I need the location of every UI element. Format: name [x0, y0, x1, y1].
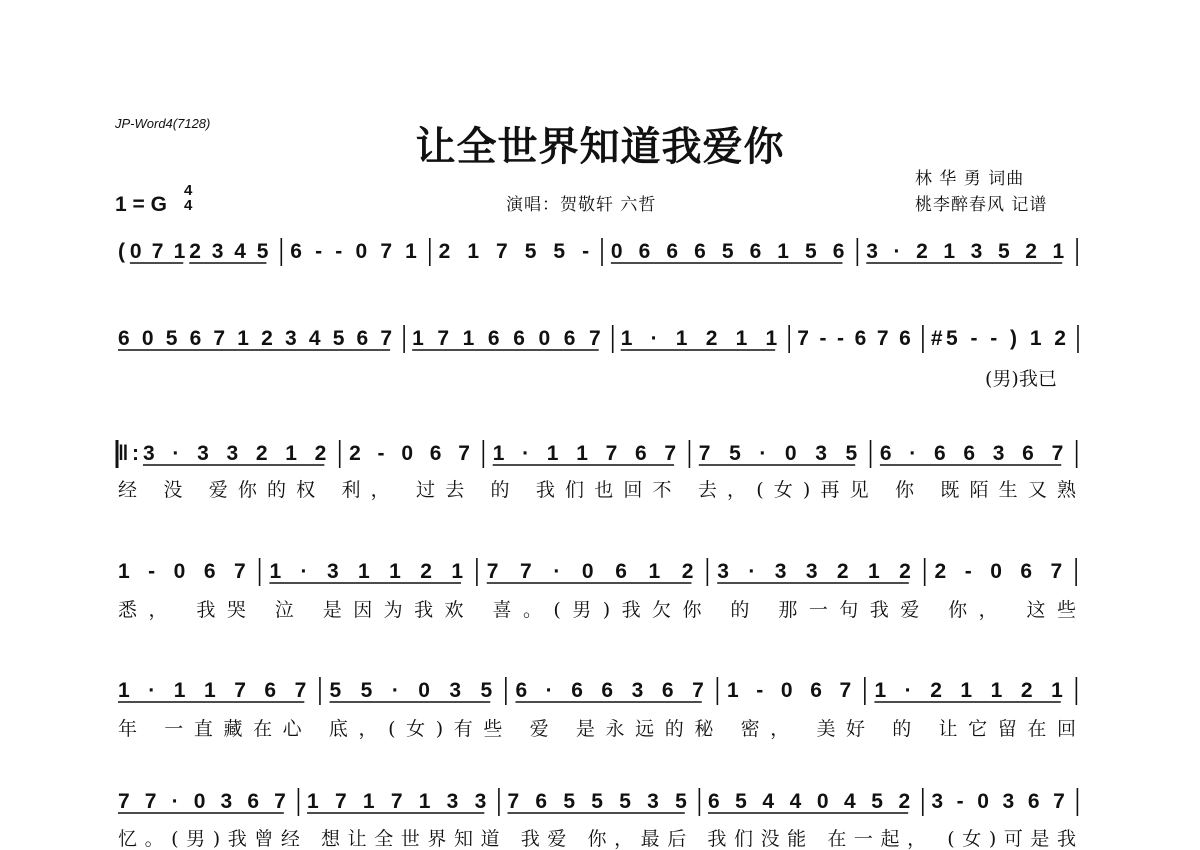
- note-group: 6 0 5 6 7 1 2 3 4 5 6 7: [118, 327, 393, 350]
- note-group: 3 · 3 3 2 1 2: [717, 560, 911, 583]
- note-group: 6 · 6 6 3 6 7: [879, 442, 1064, 465]
- note-group: 6 - - 0 7 1: [290, 240, 417, 263]
- note-group: 3 · 3 3 2 1 2: [142, 442, 327, 465]
- note-group: 7 7 · 0 6 1 2: [486, 560, 694, 583]
- note-group: 3 - 0 3 6 7: [931, 790, 1065, 813]
- lyric-line: 经 没 爱你的权 利， 过去 的 我们也回不 去，(女)再见 你 既陌生又熟: [118, 479, 1077, 501]
- note-group: 1 7 1 6 6 0 6 7: [412, 327, 601, 350]
- time-signature-bottom: 4: [184, 197, 193, 214]
- note-group: 2 3 4 5: [189, 240, 269, 263]
- note-group: 1 · 1 2 1 1: [620, 327, 778, 350]
- note-group: #5 - - ) 1 2: [930, 327, 1066, 350]
- lyric-line: 悉， 我哭 泣 是因为我欢 喜。(男)我欠你 的 那一句我爱 你， 这些: [118, 599, 1076, 621]
- note-group: 7 7 · 0 3 6 7: [118, 790, 286, 813]
- lyric-line: 年 一直藏在心 底，(女)有些 爱 是永远的秘 密， 美好 的 让它留在回: [118, 718, 1077, 740]
- note-group: 6 5 4 4 0 4 5 2: [707, 790, 911, 813]
- lyric-line: 忆。(男)我曾经 想让全世界知道 我爱 你，最后 我们没能 在一起， (女)可是我: [118, 828, 1076, 850]
- note-group: 1 · 1 1 7 6 7: [492, 442, 677, 465]
- lyrics-music-credit: 林 华 勇 词曲: [915, 169, 1025, 189]
- source-label: JP-Word4(7128): [115, 116, 211, 131]
- note-group: (: [118, 240, 125, 263]
- note-group: 3 · 2 1 3 5 2 1: [866, 240, 1065, 263]
- note-group: 5 5 · 0 3 5: [329, 679, 493, 702]
- key-signature: 1 = G: [115, 193, 167, 216]
- note-group: 7 5 · 0 3 5: [698, 442, 858, 465]
- singer-credit: 演唱：贺敬轩 六哲: [506, 195, 657, 215]
- note-group: 7 - - 6 7 6: [797, 327, 911, 350]
- note-group: 0 6 6 6 5 6 1 5 6: [610, 240, 845, 263]
- time-signature-top: 4: [184, 182, 193, 199]
- note-group: 7 6 5 5 5 3 5: [507, 790, 687, 813]
- note-group: 1 · 3 1 1 2 1: [269, 560, 464, 583]
- note-group: 1 · 1 1 7 6 7: [118, 679, 307, 702]
- transcriber-credit: 桃李醉春风 记谱: [915, 195, 1048, 215]
- note-group: 6 · 6 6 3 6 7: [515, 679, 704, 702]
- note-group: ‖:: [118, 442, 139, 465]
- note-group: 2 - 0 6 7: [349, 442, 470, 465]
- note-group: 0 7 1: [129, 240, 186, 263]
- note-group: 1 - 0 6 7: [118, 560, 246, 583]
- note-group: 1 7 1 7 1 3 3: [307, 790, 487, 813]
- song-title: 让全世界知道我爱你: [415, 123, 785, 170]
- note-group: 2 - 0 6 7: [934, 560, 1063, 583]
- note-group: 1 - 0 6 7: [727, 679, 852, 702]
- note-group: 1 · 2 1 1 2 1: [874, 679, 1063, 702]
- lyric-line: (男)我已: [985, 368, 1057, 390]
- note-group: 2 1 7 5 5 -: [438, 240, 590, 263]
